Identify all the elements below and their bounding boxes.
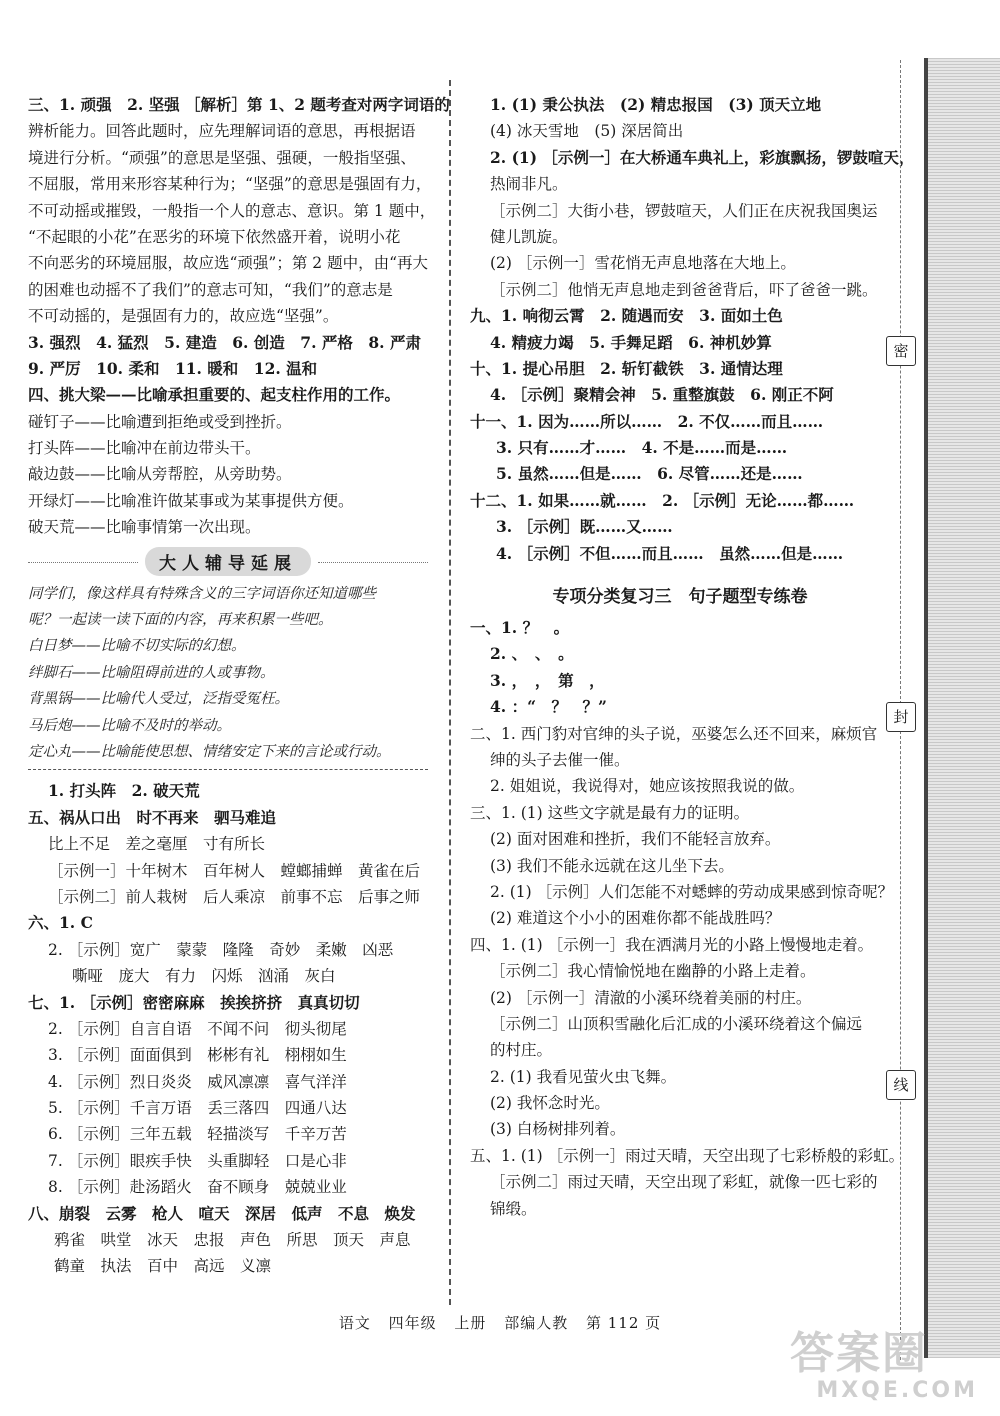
answer-line: 的困难也动摇不了我们”的意志可知，“我们”的意志是 xyxy=(28,280,393,299)
answer-line: 十、1. 提心吊胆 2. 斩钉截铁 3. 通情达理 xyxy=(470,358,783,378)
answer-line: 二、1. 西门豹对官绅的头子说，巫婆怎么还不回来，麻烦官 xyxy=(470,724,878,743)
answer-line: 八、崩裂 云雾 枪人 喧天 深居 低声 不息 焕发 xyxy=(28,1203,416,1223)
extension-line: 呢？一起读一读下面的内容，再来积累一些吧。 xyxy=(28,612,333,629)
answer-line: (2) 难道这个小小的困难你都不能战胜吗？ xyxy=(490,909,781,928)
answer-line: 鸦雀 哄堂 冰天 忠报 声色 所思 顶天 声息 xyxy=(54,1231,411,1250)
answer-line: 2. (1) 我看见萤火虫飞舞。 xyxy=(490,1067,677,1086)
banner-rule-right xyxy=(318,562,428,563)
column-divider xyxy=(449,80,451,1305)
answer-line: 4. ：“ ？ ？” xyxy=(490,697,607,717)
answer-line: 不屈服，常用来形容某种行为；“坚强”的意思是强固有力， xyxy=(28,175,432,194)
answer-line: 嘶哑 庞大 有力 闪烁 汹涌 灰白 xyxy=(72,967,336,986)
answer-line: 六、1. C xyxy=(28,913,93,933)
answer-line: “不起眼的小花”在恶劣的环境下依然盛开着，说明小花 xyxy=(28,227,401,246)
answer-line: (3) 白杨树排列着。 xyxy=(490,1120,626,1139)
right-answers-top xyxy=(470,92,915,567)
answer-line: 碰钉子——比喻遭到拒绝或受到挫折。 xyxy=(28,412,292,431)
extension-box xyxy=(28,581,428,771)
answer-line: 九、1. 响彻云霄 2. 随遇而安 3. 面如土色 xyxy=(470,306,783,326)
answer-line: 七、1. ［示例］密密麻麻 挨挨挤挤 真真切切 xyxy=(28,992,360,1012)
answer-line: 3. 强烈 4. 猛烈 5. 建造 6. 创造 7. 严格 8. 严肃 xyxy=(28,332,421,352)
seal-char-feng: 封 xyxy=(886,702,916,732)
section-title: 专项分类复习三 句子题型专练卷 xyxy=(552,587,808,608)
answer-line: 敲边鼓——比喻从旁帮腔，从旁助势。 xyxy=(28,465,292,484)
answer-line: 辨析能力。回答此题时，应先理解词语的意思，再根据语 xyxy=(28,122,416,141)
left-answers-bottom xyxy=(28,778,428,1279)
seal-char-mi: 密 xyxy=(886,336,916,366)
binding-strip xyxy=(928,58,1000,1358)
answer-line: 的村庄。 xyxy=(490,1041,553,1060)
answer-line: 破天荒——比喻事情第一次出现。 xyxy=(28,518,261,537)
answer-line: 十一、1. 因为……所以…… 2. 不仅……而且…… xyxy=(470,411,824,431)
footer-subject: 语文 xyxy=(338,1314,371,1332)
answer-line: ［示例二］大街小巷，锣鼓喧天，人们正在庆祝我国奥运 xyxy=(490,201,878,220)
right-answers-bottom xyxy=(470,615,905,1222)
answer-line: ［示例二］山顶积雪融化后汇成的小溪环绕着这个偏远 xyxy=(490,1014,863,1033)
answer-line: 三、1. (1) 这些文字就是最有力的证明。 xyxy=(470,803,750,822)
answer-line: 不可动摇或摧毁，一般指一个人的意志、意识。第 1 题中， xyxy=(28,201,436,220)
answer-line: 4. 精疲力竭 5. 手舞足蹈 6. 神机妙算 xyxy=(490,332,772,352)
answer-line: (4) 冰天雪地 (5) 深居简出 xyxy=(490,122,684,141)
left-answers-top xyxy=(28,92,450,541)
answer-line: 开绿灯——比喻准许做某事或为某事提供方便。 xyxy=(28,491,354,510)
answer-line: 3. 只有……才…… 4. 不是……而是…… xyxy=(496,438,788,458)
answer-line: 5. 虽然……但是…… 6. 尽管……还是…… xyxy=(496,464,803,484)
answer-line: 一、1. ？ 。 xyxy=(470,618,570,638)
answer-line: (3) 我们不能永远就在这儿坐下去。 xyxy=(490,856,734,875)
footer-page-number: 第 112 页 xyxy=(586,1314,662,1332)
answer-line: 5. ［示例］千言万语 丢三落四 四通八达 xyxy=(48,1099,347,1118)
right-column xyxy=(470,92,915,1222)
banner-title: 大人辅导延展 xyxy=(145,547,311,576)
left-column xyxy=(28,92,450,1280)
answer-line: 锦缎。 xyxy=(490,1199,537,1218)
answer-line: 热闹非凡。 xyxy=(490,175,568,194)
answer-line: 9. 严厉 10. 柔和 11. 暖和 12. 温和 xyxy=(28,358,318,378)
tutoring-banner xyxy=(28,547,428,577)
extension-line: 同学们，像这样具有特殊含义的三字词语你还知道哪些 xyxy=(28,585,376,602)
answer-line: 7. ［示例］眼疾手快 头重脚轻 口是心非 xyxy=(48,1151,347,1170)
answer-line: (2) 我怀念时光。 xyxy=(490,1094,610,1113)
answer-line: 2. 姐姐说，我说得对，她应该按照我说的做。 xyxy=(490,777,805,796)
answer-line: (2) 面对困难和挫折，我们不能轻言放弃。 xyxy=(490,830,781,849)
answer-line: 五、祸从口出 时不再来 驷马难追 xyxy=(28,807,277,827)
banner-rule-left xyxy=(28,562,138,563)
extension-line: 马后炮——比喻不及时的举动。 xyxy=(28,717,231,734)
answer-line: 3. ［示例］既……又…… xyxy=(496,517,673,537)
seal-char-xian: 线 xyxy=(886,1070,916,1100)
answer-line: 6. ［示例］三年五载 轻描淡写 千辛万苦 xyxy=(48,1125,347,1144)
answer-line: 五、1. (1) ［示例一］雨过天晴，天空出现了七彩桥般的彩虹。 xyxy=(470,1146,905,1165)
answer-line: ［示例二］他悄无声息地走到爸爸背后，吓了爸爸一跳。 xyxy=(490,280,878,299)
answer-line: 境进行分析。“顽强”的意思是坚强、强硬，一般指坚强、 xyxy=(28,148,416,167)
answer-line: 绅的头子去催一催。 xyxy=(490,750,630,769)
answer-line: 四、1. (1) ［示例一］我在洒满月光的小路上慢慢地走着。 xyxy=(470,935,874,954)
answer-line: 十二、1. 如果……就…… 2. ［示例］无论……都…… xyxy=(470,490,855,510)
answer-line: 1. 打头阵 2. 破天荒 xyxy=(48,781,200,801)
answer-line: 打头阵——比喻冲在前边带头干。 xyxy=(28,439,261,458)
extension-line: 绊脚石——比喻阻碍前进的人或事物。 xyxy=(28,664,275,681)
answer-line: 2. 、 、 。 xyxy=(490,644,574,664)
answer-line: 2. (1) ［示例一］在大桥通车典礼上，彩旗飘扬，锣鼓喧天， xyxy=(490,147,915,167)
answer-line: ［示例二］前人栽树 后人乘凉 前事不忘 后事之师 xyxy=(48,887,421,906)
answer-line: 4. ［示例］聚精会神 5. 重整旗鼓 6. 刚正不阿 xyxy=(490,385,834,405)
answer-line: 四、挑大梁——比喻承担重要的、起支柱作用的工作。 xyxy=(28,385,401,405)
answer-line: 4. ［示例］烈日炎炎 威风凛凛 喜气洋洋 xyxy=(48,1072,347,1091)
extension-line: 定心丸——比喻能使思想、情绪安定下来的言论或行动。 xyxy=(28,743,391,760)
watermark-url: MXQE.COM xyxy=(816,1378,978,1403)
answer-line: 1. (1) 秉公执法 (2) 精忠报国 (3) 顶天立地 xyxy=(490,95,822,114)
watermark-logo-text: 答案圈 xyxy=(790,1328,928,1379)
answer-line: (2) ［示例一］清澈的小溪环绕着美丽的村庄。 xyxy=(490,988,812,1007)
answer-line: 2. ［示例］宽广 蒙蒙 隆隆 奇妙 柔嫩 凶恶 xyxy=(48,940,394,959)
answer-line: 4. ［示例］不但……而且…… 虽然……但是…… xyxy=(496,543,844,563)
answer-line: 不向恶劣的环境屈服，故应选“顽强”；第 2 题中，由“再大 xyxy=(28,254,428,273)
footer-edition: 部编人教 xyxy=(504,1314,569,1332)
answer-line: 三、1. 顽强 2. 坚强 ［解析］第 1、2 题考查对两字词语的 xyxy=(28,95,450,114)
extension-line: 白日梦——比喻不切实际的幻想。 xyxy=(28,638,246,655)
answer-line: 比上不足 差之毫厘 寸有所长 xyxy=(48,835,266,854)
answer-line: 3. ， ， 第 ， xyxy=(490,670,605,690)
answer-line: 8. ［示例］赴汤蹈火 奋不顾身 兢兢业业 xyxy=(48,1178,347,1197)
answer-line: 3. ［示例］面面俱到 彬彬有礼 栩栩如生 xyxy=(48,1046,347,1065)
extension-line: 背黑锅——比喻代人受过，泛指受冤枉。 xyxy=(28,691,289,708)
answer-line: 鹤童 执法 百中 高远 义凛 xyxy=(54,1257,272,1276)
answer-line: ［示例二］我心情愉悦地在幽静的小路上走着。 xyxy=(490,962,816,981)
answer-line: ［示例二］雨过天晴，天空出现了彩虹，就像一匹七彩的 xyxy=(490,1173,878,1192)
answer-line: 2. (1) ［示例］人们怎能不对蟋蟀的劳动成果感到惊奇呢？ xyxy=(490,882,894,901)
answer-line: 健儿凯旋。 xyxy=(490,227,568,246)
footer-volume: 上册 xyxy=(454,1314,487,1332)
answer-line: 不可动摇的，是强固有力的，故应选“坚强”。 xyxy=(28,307,339,326)
watermark-logo xyxy=(790,1330,990,1410)
answer-line: ［示例一］十年树木 百年树人 螳螂捕蝉 黄雀在后 xyxy=(48,861,421,880)
answer-line: 2. ［示例］自言自语 不闻不问 彻头彻尾 xyxy=(48,1019,347,1038)
answer-line: (2) ［示例一］雪花悄无声息地落在大地上。 xyxy=(490,254,796,273)
footer-grade: 四年级 xyxy=(388,1314,437,1332)
